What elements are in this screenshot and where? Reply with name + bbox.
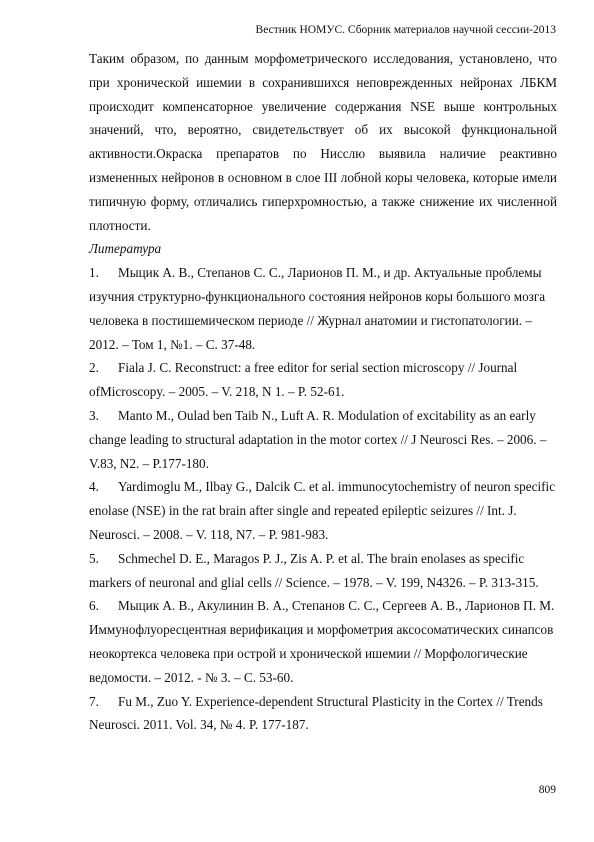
reference-text: Fiala J. C. Reconstruct: a free editor for serial section microscopy // Journal ofMicroscopy. – 2005. – V. 218, N 1. – P. 52-61. <box>89 360 518 400</box>
reference-text: Schmechel D. E., Maragos P. J., Zis A. P. et al. The brain enolases as specific markers of neuronal and glial cells // Science. – 1978. – V. 199, N4326. – P. 313-315. <box>89 550 539 590</box>
reference-item <box>89 404 557 475</box>
reference-number: 3. <box>89 407 99 423</box>
running-header: Вестник НОМУС. Сборник материалов научной сессии-2013 <box>255 24 556 36</box>
reference-item <box>89 690 557 738</box>
reference-text: Мыцик А. В., Акулинин В. А., Степанов С. С., Сергеев А. В., Ларионов П. М. Иммунофлуоресцентная верификация и морфометрия аксосоматических синапсов неокортекса человека при острой и хронической ишемии // Морфологические ведомости. – 2012. - № 3. – С. 53-60. <box>89 598 555 685</box>
reference-item <box>89 261 557 356</box>
reference-item <box>89 594 557 689</box>
page-content <box>89 47 557 737</box>
reference-number: 1. <box>89 265 99 281</box>
reference-text: Manto M., Oulad ben Taib N., Luft A. R. Modulation of excitability as an early change leading to structural adaptation in the motor cortex // J Neurosci Res. – 2006. – V.83, N2. – P.177-180. <box>89 407 547 471</box>
reference-text: Yardimoglu M., Ilbay G., Dalcik C. et al. immunocytochemistry of neuron specific enolase (NSE) in the rat brain after single and repeated epileptic seizures // Int. J. Neurosci. – 2008. – V. 118, N7. – P. 981-983. <box>89 479 556 542</box>
reference-number: 7. <box>89 693 99 709</box>
reference-number: 6. <box>89 598 99 614</box>
body-paragraph: Таким образом, по данным морфометрического исследования, установлено, что при хронической ишемии в сохранившихся неповрежденных нейронах ЛБКМ происходит компенсаторное увеличение содержания NSE выше контрольных значений, что, вероятно, свидетельствует об их высокой функциональной активности.Окраска препаратов по Нисслю выявила наличие реактивно измененных нейронов в основном в слое III лобной коры человека, которые имели типичную форму, отличались гиперхромностью, а также снижение их численной плотности. <box>89 51 557 233</box>
reference-item <box>89 475 557 546</box>
reference-text: Мыцик А. В., Степанов С. С., Ларионов П. М., и др. Актуальные проблемы изучния структурно-функционального состояния нейронов коры большого мозга человека в постишемическом периоде // Журнал анатомии и гистопатологии. – 2012. – Том 1, №1. – С. 37-48. <box>89 265 546 352</box>
page-number: 809 <box>538 784 556 796</box>
reference-number: 2. <box>89 360 99 376</box>
reference-item <box>89 547 557 595</box>
reference-number: 4. <box>89 479 99 495</box>
reference-number: 5. <box>89 550 99 566</box>
literature-heading: Литература <box>89 241 162 257</box>
reference-item <box>89 356 557 404</box>
reference-text: Fu M., Zuo Y. Experience-dependent Structural Plasticity in the Cortex // Trends Neurosci. 2011. Vol. 34, № 4. P. 177-187. <box>89 693 543 733</box>
